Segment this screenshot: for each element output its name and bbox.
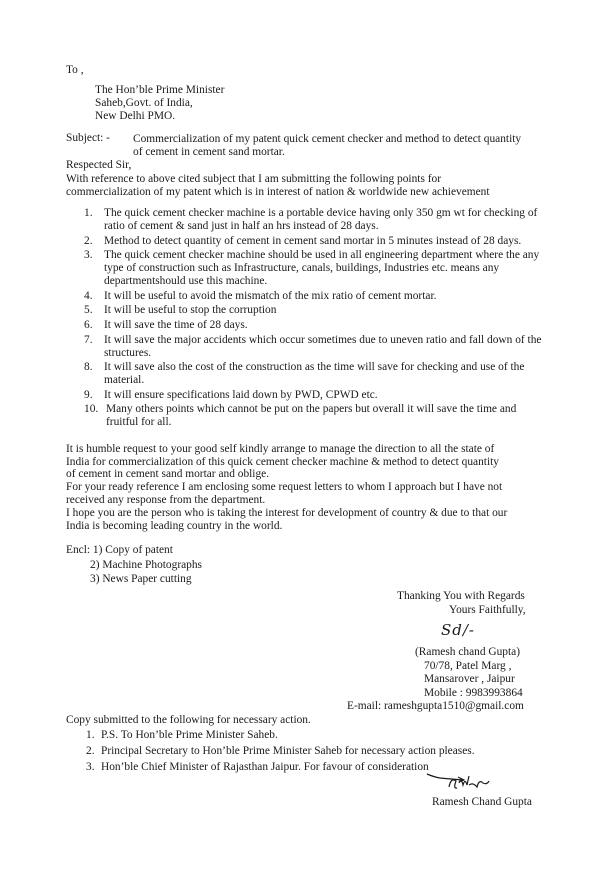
to-label: To ,	[66, 64, 84, 76]
intro-line-1: With reference to above cited subject that I am submitting the following points for	[66, 173, 442, 185]
reference-line-1: For your ready reference I am enclosing some request letters to whom I approach but I have not	[66, 481, 503, 493]
point-text: Method to detect quantity of cement in cement sand mortar in 5 minutes instead of 28 days.	[104, 234, 522, 247]
sender-address-line-2: Mansarover , Jaipur	[424, 673, 515, 685]
point-text: It will ensure specifications laid down by PWD, CPWD etc.	[104, 388, 378, 401]
handwritten-signature	[447, 773, 491, 795]
point-number: 7.	[84, 333, 93, 346]
point-number: 1.	[84, 207, 93, 219]
closing-faithfully: Yours Faithfully,	[449, 604, 526, 616]
list-item	[84, 304, 544, 317]
subject-line-1: Commercialization of my patent quick cement checker and method to detect quantity	[133, 133, 522, 145]
sender-mobile: Mobile : 9983993864	[424, 687, 523, 699]
sender-email: E-mail: rameshgupta1510@gmail.com	[347, 700, 524, 712]
signature-mark: Sd/-	[441, 621, 475, 639]
request-line-3: of cement in cement sand mortar and oblige.	[66, 468, 270, 480]
list-item	[84, 403, 544, 429]
point-text: It will save the time of 28 days.	[104, 318, 248, 331]
point-number: 2.	[84, 234, 93, 247]
intro-line-2: commercialization of my patent which is in interest of nation & worldwide new achievement	[66, 186, 490, 198]
point-number: 8.	[84, 361, 93, 374]
point-text: It will save the major accidents which occur sometimes due to uneven ratio and fall down of the structures.	[104, 333, 542, 359]
copy-heading: Copy submitted to the following for necessary action.	[66, 714, 311, 726]
list-item	[84, 235, 544, 248]
list-item	[84, 361, 544, 387]
request-line-1: It is humble request to your good self kindly arrange to manage the direction to all the state of	[66, 443, 495, 455]
copy-item-3-text: Hon’ble Chief Minister of Rajasthan Jaipur. For favour of consideration	[101, 761, 429, 773]
points-list	[84, 207, 544, 431]
copy-item-3-number: 3.	[86, 761, 95, 773]
point-number: 4.	[84, 289, 93, 302]
hope-line-2: India is becoming leading country in the world.	[66, 520, 283, 532]
copy-item-2-text: Principal Secretary to Hon’ble Prime Minister Saheb for necessary action pleases.	[101, 745, 475, 757]
request-line-2: India for commercialization of this quick cement checker machine & method to detect quantity	[66, 456, 499, 468]
point-text: The quick cement checker machine is a portable device having only 350 gm wt for checking of ratio of cement & sand just in half an hrs instead of 28 days.	[104, 207, 538, 232]
point-number: 6.	[84, 318, 93, 331]
list-item	[84, 290, 544, 303]
final-signature-name: Ramesh Chand Gupta	[432, 796, 532, 808]
copy-item-1-number: 1.	[86, 729, 95, 741]
salutation: Respected Sir,	[66, 159, 132, 171]
hope-line-1: I hope you are the person who is taking the interest for development of country & due to that our	[66, 507, 508, 519]
point-text: It will be useful to stop the corruption	[104, 304, 277, 317]
address-line-3: New Delhi PMO.	[95, 110, 176, 122]
copy-item-1-text: P.S. To Hon’ble Prime Minister Saheb.	[101, 729, 278, 741]
enclosure-label: Encl: 1) Copy of patent	[66, 544, 173, 556]
point-text: The quick cement checker machine should be used in all engineering department where the any type of construction such as Infrastructure, canals, buildings, Industries etc. means any departmentshould use this machine.	[104, 249, 540, 288]
point-text: It will save also the cost of the construction as the time will save for checking and use of the material.	[104, 361, 525, 387]
address-line-1: The Hon’ble Prime Minister	[95, 84, 225, 96]
point-number: 5.	[84, 304, 93, 317]
copy-item-2-number: 2.	[86, 745, 95, 757]
list-item	[84, 334, 544, 360]
address-line-2: Saheb,Govt. of India,	[95, 97, 193, 109]
list-item	[84, 249, 544, 288]
sender-address-line-1: 70/78, Patel Marg ,	[424, 660, 512, 672]
sender-name: (Ramesh chand Gupta)	[415, 646, 521, 658]
reference-line-2: received any response from the department.	[66, 494, 266, 506]
list-item	[84, 389, 544, 402]
point-number: 3.	[84, 249, 93, 262]
list-item	[84, 319, 544, 332]
point-number: 10.	[84, 403, 99, 416]
point-text: Many others points which cannot be put on the papers but overall it will save the time and fruitful for all.	[106, 403, 517, 429]
subject-line-2: of cement in cement sand mortar.	[133, 146, 285, 158]
subject-label: Subject: -	[66, 132, 110, 144]
list-item	[84, 207, 544, 233]
enclosure-item-3: 3) News Paper cutting	[90, 573, 192, 585]
enclosure-item-2: 2) Machine Photographs	[90, 559, 202, 571]
point-text: It will be useful to avoid the mismatch of the mix ratio of cement mortar.	[104, 289, 437, 302]
point-number: 9.	[84, 388, 93, 401]
closing-regards: Thanking You with Regards	[397, 590, 525, 602]
